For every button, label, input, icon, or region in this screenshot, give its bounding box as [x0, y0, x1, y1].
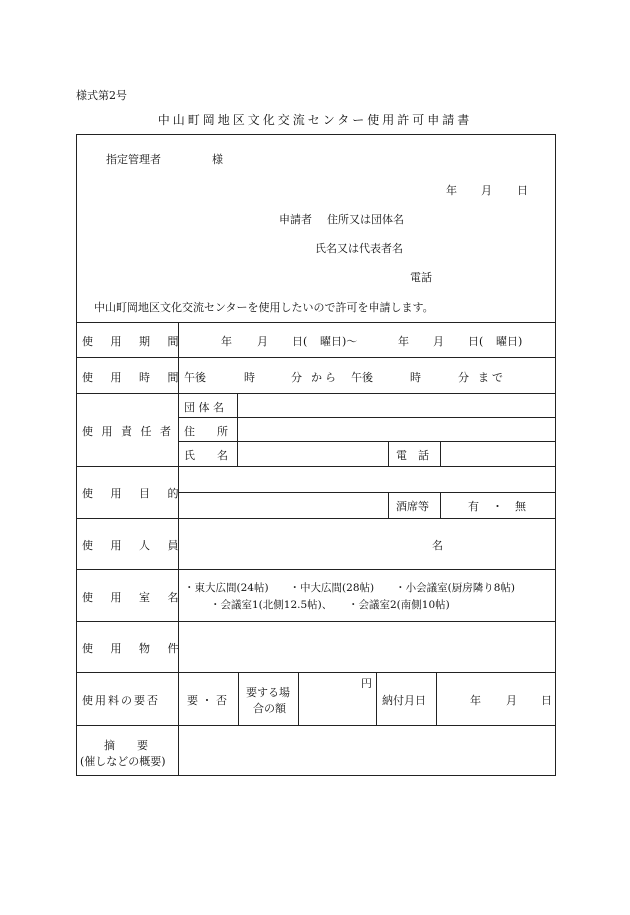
usage-people-label: 使 用 人 員: [82, 539, 179, 552]
period-start-day[interactable]: 日(: [292, 335, 308, 348]
period-end-weekday[interactable]: 曜日): [496, 335, 523, 348]
divider: [178, 492, 556, 493]
date-year: 年: [446, 184, 457, 197]
alcohol-label: 酒席等: [396, 500, 429, 513]
manager-address-field[interactable]: [238, 418, 556, 441]
time-from: から: [311, 371, 339, 384]
alcohol-separator: ・: [492, 500, 503, 513]
time-pm-start[interactable]: 午後: [184, 371, 206, 384]
usage-manager-label: 使 用 責 任 者: [82, 425, 171, 438]
date-day: 日: [517, 184, 528, 197]
time-hour-start[interactable]: 時: [244, 371, 255, 384]
divider: [76, 357, 556, 358]
fee-amount-label-2: 合の額: [253, 702, 286, 715]
usage-room-label: 使 用 室 名: [82, 591, 179, 604]
period-start-month[interactable]: 月: [257, 335, 268, 348]
time-min-start[interactable]: 分: [291, 371, 302, 384]
room-options-line-2[interactable]: ・会議室1(北側12.5帖)、 ・会議室2(南側10帖): [210, 599, 450, 611]
alcohol-no[interactable]: 無: [515, 500, 526, 513]
group-name-label: 団 体 名: [184, 401, 224, 414]
alcohol-yes[interactable]: 有: [468, 500, 479, 513]
payment-month[interactable]: 月: [506, 694, 517, 707]
fee-required-choice[interactable]: 要 ・ 否: [187, 694, 227, 707]
divider: [238, 672, 239, 725]
period-end-day[interactable]: 日(: [468, 335, 484, 348]
usage-purpose-label: 使 用 目 的: [82, 487, 179, 500]
room-options-line-1[interactable]: ・東大広間(24帖) ・中大広間(28帖) ・小会議室(厨房隣り8帖): [184, 582, 515, 594]
period-end-year[interactable]: 年: [398, 335, 409, 348]
fee-required-label: 使用料の要否: [82, 694, 160, 707]
items-field[interactable]: [179, 622, 556, 672]
divider: [440, 492, 441, 518]
form-number: 様式第2号: [76, 89, 127, 102]
people-count-field[interactable]: [179, 519, 424, 569]
addressee-label: 指定管理者: [106, 153, 161, 166]
time-hour-end[interactable]: 時: [410, 371, 421, 384]
divider: [76, 672, 556, 673]
purpose-field[interactable]: [179, 467, 556, 492]
group-name-field[interactable]: [238, 394, 556, 417]
page-title: 中山町岡地区文化交流センター使用許可申請書: [157, 113, 473, 127]
applicant-name-label: 氏名又は代表者名: [315, 242, 403, 255]
applicant-address-label: 住所又は団体名: [327, 213, 404, 226]
usage-time-label: 使 用 時 間: [82, 371, 179, 384]
fee-amount-label-1: 要する場: [246, 686, 290, 699]
summary-label: 摘 要: [104, 739, 148, 752]
manager-name-field[interactable]: [238, 442, 388, 466]
divider: [298, 672, 299, 725]
payment-year[interactable]: 年: [470, 694, 481, 707]
date-month: 月: [481, 184, 492, 197]
manager-address-label: 住 所: [184, 425, 228, 438]
divider: [76, 569, 556, 570]
time-min-end[interactable]: 分: [458, 371, 469, 384]
applicant-phone-label: 電話: [410, 271, 432, 284]
divider: [76, 322, 556, 323]
divider: [388, 492, 389, 518]
usage-period-label: 使 用 期 間: [82, 335, 179, 348]
period-start-year[interactable]: 年: [221, 335, 232, 348]
time-pm-end[interactable]: 午後: [351, 371, 373, 384]
manager-name-label: 氏 名: [184, 449, 228, 462]
divider: [376, 672, 377, 725]
period-start-weekday[interactable]: 曜日)～: [320, 335, 358, 348]
honorific: 様: [212, 153, 223, 166]
period-end-month[interactable]: 月: [433, 335, 444, 348]
divider: [436, 672, 437, 725]
usage-items-label: 使 用 物 件: [82, 642, 179, 655]
people-unit: 名: [432, 539, 443, 552]
manager-phone-field[interactable]: [441, 442, 556, 466]
applicant-label: 申請者: [279, 213, 312, 226]
request-statement: 中山町岡地区文化交流センターを使用したいので許可を申請します。: [94, 301, 434, 314]
summary-field[interactable]: [179, 726, 556, 776]
fee-yen-unit: 円: [361, 677, 372, 690]
manager-phone-label: 電 話: [396, 449, 429, 462]
summary-sublabel: (催しなどの概要): [80, 755, 166, 768]
payment-date-label: 納付月日: [382, 694, 426, 707]
payment-day[interactable]: 日: [541, 694, 552, 707]
divider: [388, 441, 389, 466]
time-until: まで: [478, 371, 506, 384]
